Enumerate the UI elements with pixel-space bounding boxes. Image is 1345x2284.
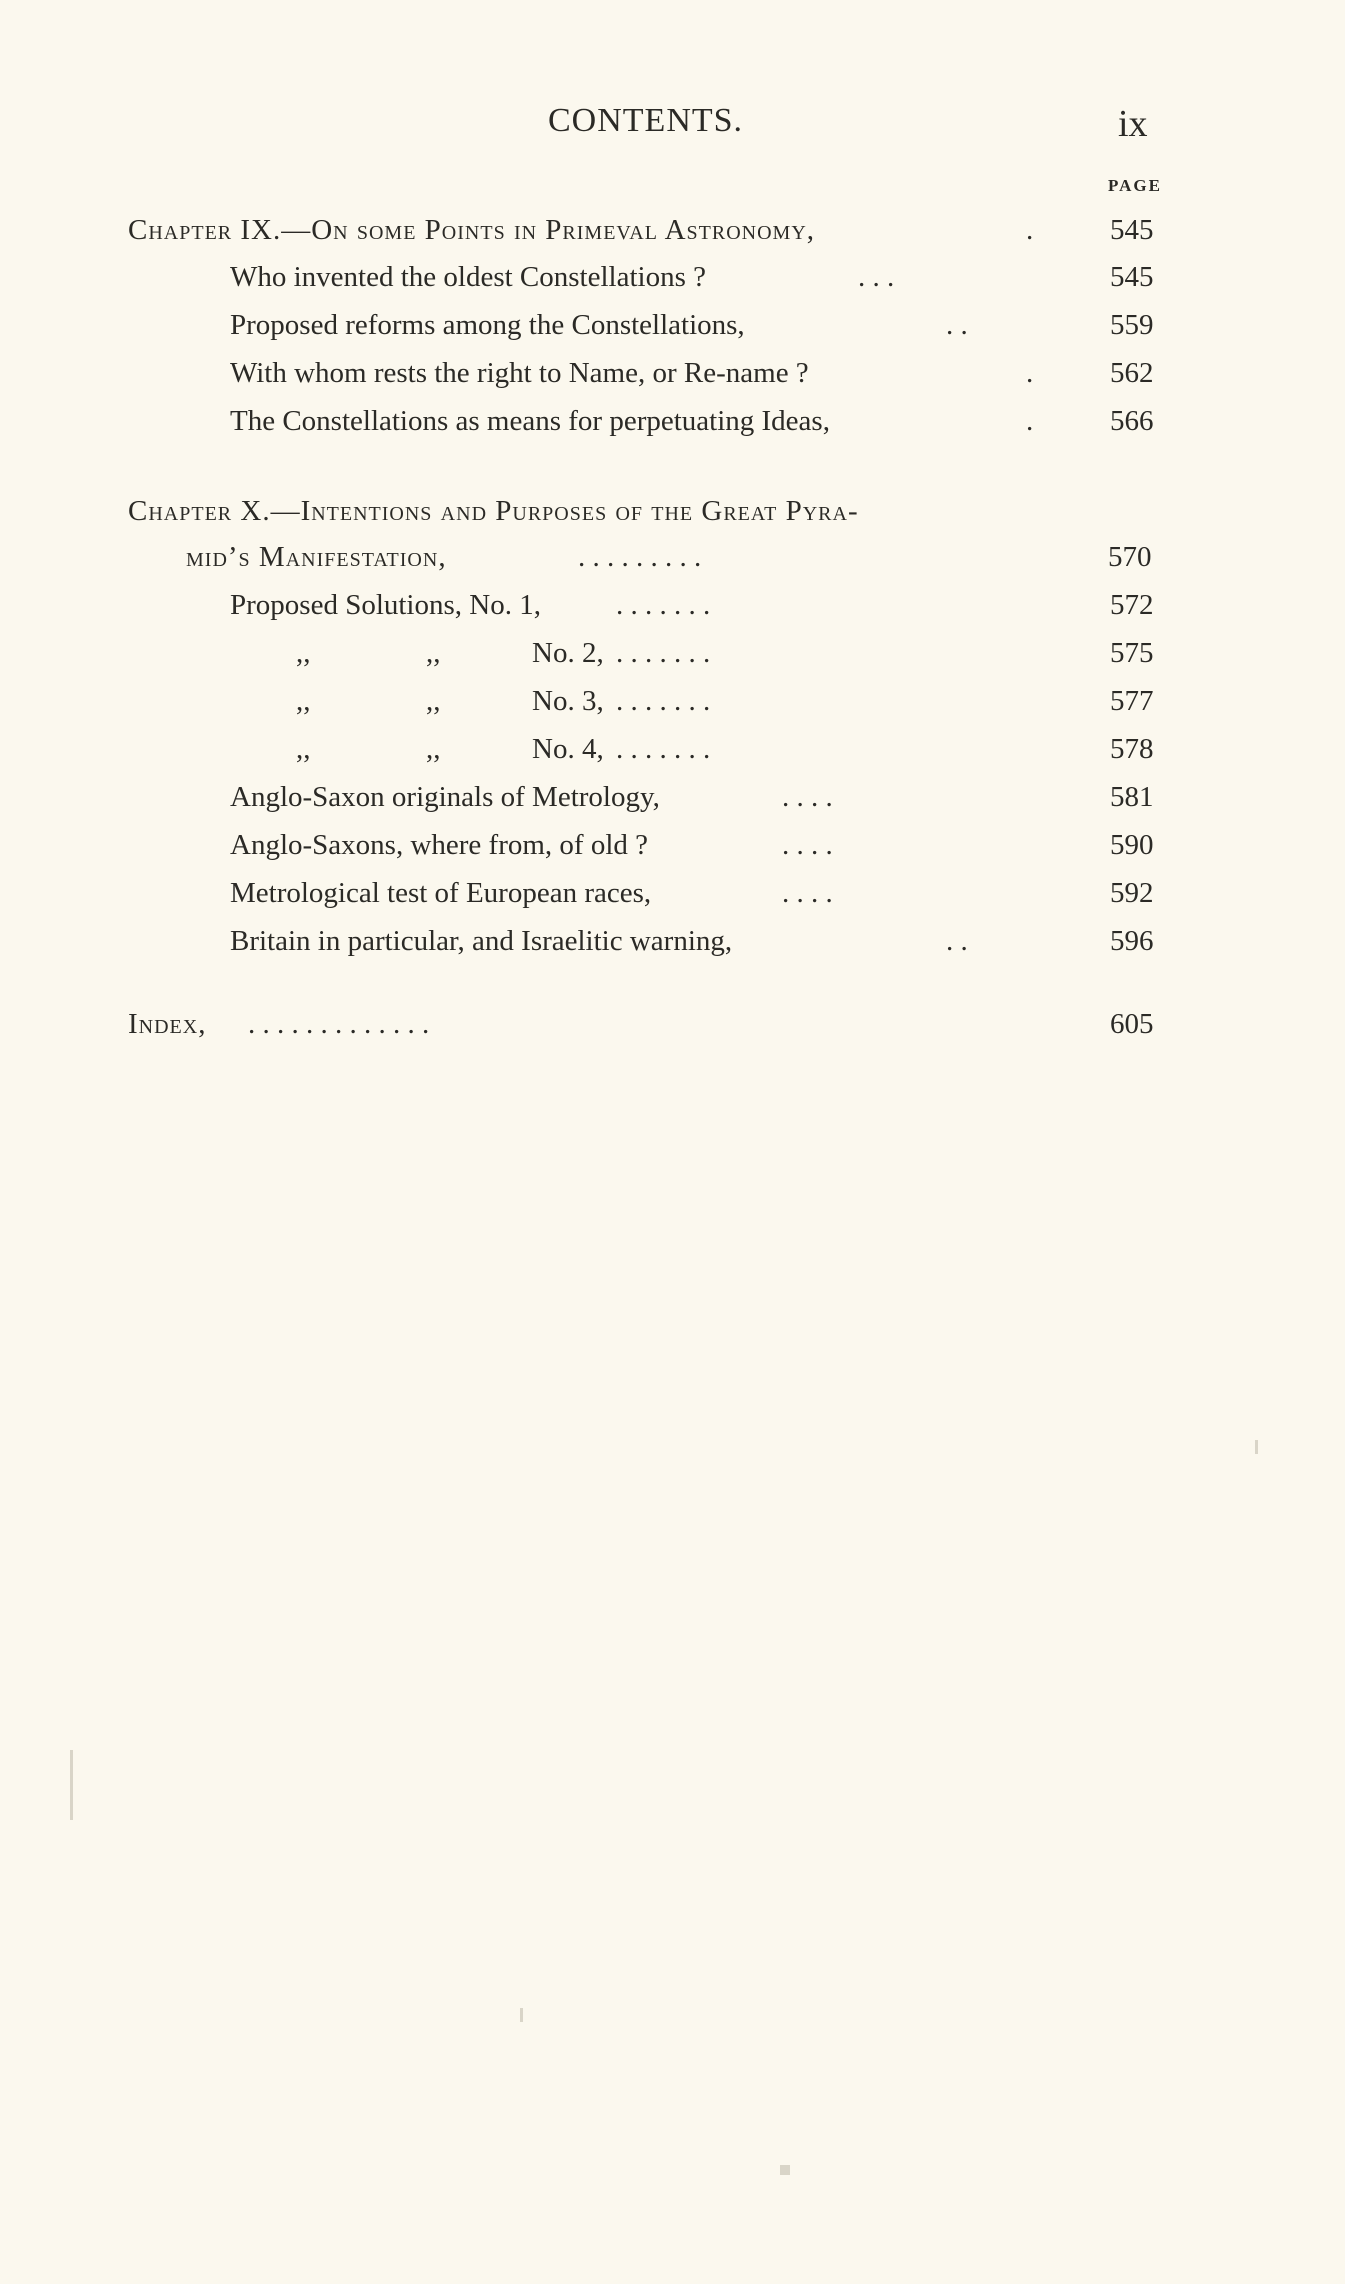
leader-dots: . . . . . . . . .: [578, 541, 702, 573]
toc-entry-solution[interactable]: [230, 581, 1230, 629]
toc-entry-chapter-x-line2[interactable]: [186, 533, 1186, 581]
entry-title: Anglo-Saxons, where from, of old ?: [230, 829, 648, 861]
toc-entry-chapter-x-line1[interactable]: [128, 487, 1228, 535]
leader-dots: .: [1026, 214, 1034, 246]
leader-dots: . . . . . . .: [616, 733, 711, 765]
entry-page: 578: [1110, 733, 1154, 765]
entry-page: 559: [1110, 309, 1154, 341]
entry-title: Metrological test of European races,: [230, 877, 652, 909]
ditto-mark: ,,: [426, 685, 441, 717]
page-folio: ix: [1118, 103, 1148, 145]
entry-title: No. 4,: [532, 733, 604, 765]
toc-entry-chapter-ix[interactable]: [128, 206, 1228, 254]
entry-title: Anglo-Saxon originals of Metrology,: [230, 781, 660, 813]
chapter-x-page: 570: [1108, 541, 1152, 573]
entry-page: 562: [1110, 357, 1154, 389]
leader-dots: .: [1026, 405, 1034, 437]
leader-dots: . . . . . . .: [616, 637, 711, 669]
leader-dots: . . . . . . . . . . . . .: [248, 1008, 430, 1040]
entry-title: Proposed reforms among the Constellations,: [230, 309, 745, 341]
chapter-x-heading-continued: mid’s Manifestation,: [186, 541, 447, 573]
toc-entry-solution[interactable]: [230, 677, 1230, 725]
scan-mark: [520, 2008, 523, 2022]
toc-entry[interactable]: [230, 917, 1230, 965]
running-head: [0, 102, 1345, 152]
entry-page: 545: [1110, 261, 1154, 293]
toc-entry[interactable]: [230, 773, 1230, 821]
scan-mark: [70, 1750, 73, 1820]
chapter-ix-heading: Chapter IX.—On some Points in Primeval Astronomy,: [128, 214, 816, 246]
entry-title: The Constellations as means for perpetuating Ideas,: [230, 405, 830, 437]
index-label: Index,: [128, 1008, 207, 1040]
entry-title: Who invented the oldest Constellations ?: [230, 261, 706, 293]
ditto-mark: ,,: [426, 637, 441, 669]
entry-page: 596: [1110, 925, 1154, 957]
entry-page: 566: [1110, 405, 1154, 437]
entry-title: Proposed Solutions, No. 1,: [230, 589, 541, 621]
entry-title: With whom rests the right to Name, or Re-name ?: [230, 357, 809, 389]
leader-dots: . . . .: [782, 781, 833, 813]
toc-entry[interactable]: [230, 397, 1230, 445]
ditto-mark: ,,: [296, 637, 311, 669]
scan-mark: [780, 2165, 790, 2175]
page-column-label: PAGE: [1108, 176, 1162, 195]
entry-title: No. 3,: [532, 685, 604, 717]
entry-title: No. 2,: [532, 637, 604, 669]
toc-entry[interactable]: [230, 301, 1230, 349]
toc-entry[interactable]: [230, 253, 1230, 301]
leader-dots: . . . . . . .: [616, 589, 711, 621]
ditto-mark: ,,: [426, 733, 441, 765]
ditto-mark: ,,: [296, 685, 311, 717]
toc-entry[interactable]: [230, 869, 1230, 917]
toc-entry[interactable]: [230, 821, 1230, 869]
toc-entry-index[interactable]: [128, 1000, 1228, 1048]
chapter-x-heading: Chapter X.—Intentions and Purposes of the Great Pyra-: [128, 495, 859, 527]
leader-dots: . . . .: [782, 829, 833, 861]
toc-entry[interactable]: [230, 349, 1230, 397]
entry-title: Britain in particular, and Israelitic warning,: [230, 925, 733, 957]
leader-dots: . . . .: [782, 877, 833, 909]
entry-page: 572: [1110, 589, 1154, 621]
chapter-ix-page: 545: [1110, 214, 1154, 246]
entry-page: 581: [1110, 781, 1154, 813]
ditto-mark: ,,: [296, 733, 311, 765]
leader-dots: . .: [946, 309, 968, 341]
leader-dots: . . .: [858, 261, 895, 293]
index-page: 605: [1110, 1008, 1154, 1040]
entry-page: 592: [1110, 877, 1154, 909]
leader-dots: .: [1026, 357, 1034, 389]
running-title: CONTENTS.: [548, 102, 744, 139]
leader-dots: . .: [946, 925, 968, 957]
scan-mark: [1255, 1440, 1258, 1454]
entry-page: 575: [1110, 637, 1154, 669]
toc-entry-solution[interactable]: [230, 725, 1230, 773]
entry-page: 590: [1110, 829, 1154, 861]
entry-page: 577: [1110, 685, 1154, 717]
toc-entry-solution[interactable]: [230, 629, 1230, 677]
leader-dots: . . . . . . .: [616, 685, 711, 717]
